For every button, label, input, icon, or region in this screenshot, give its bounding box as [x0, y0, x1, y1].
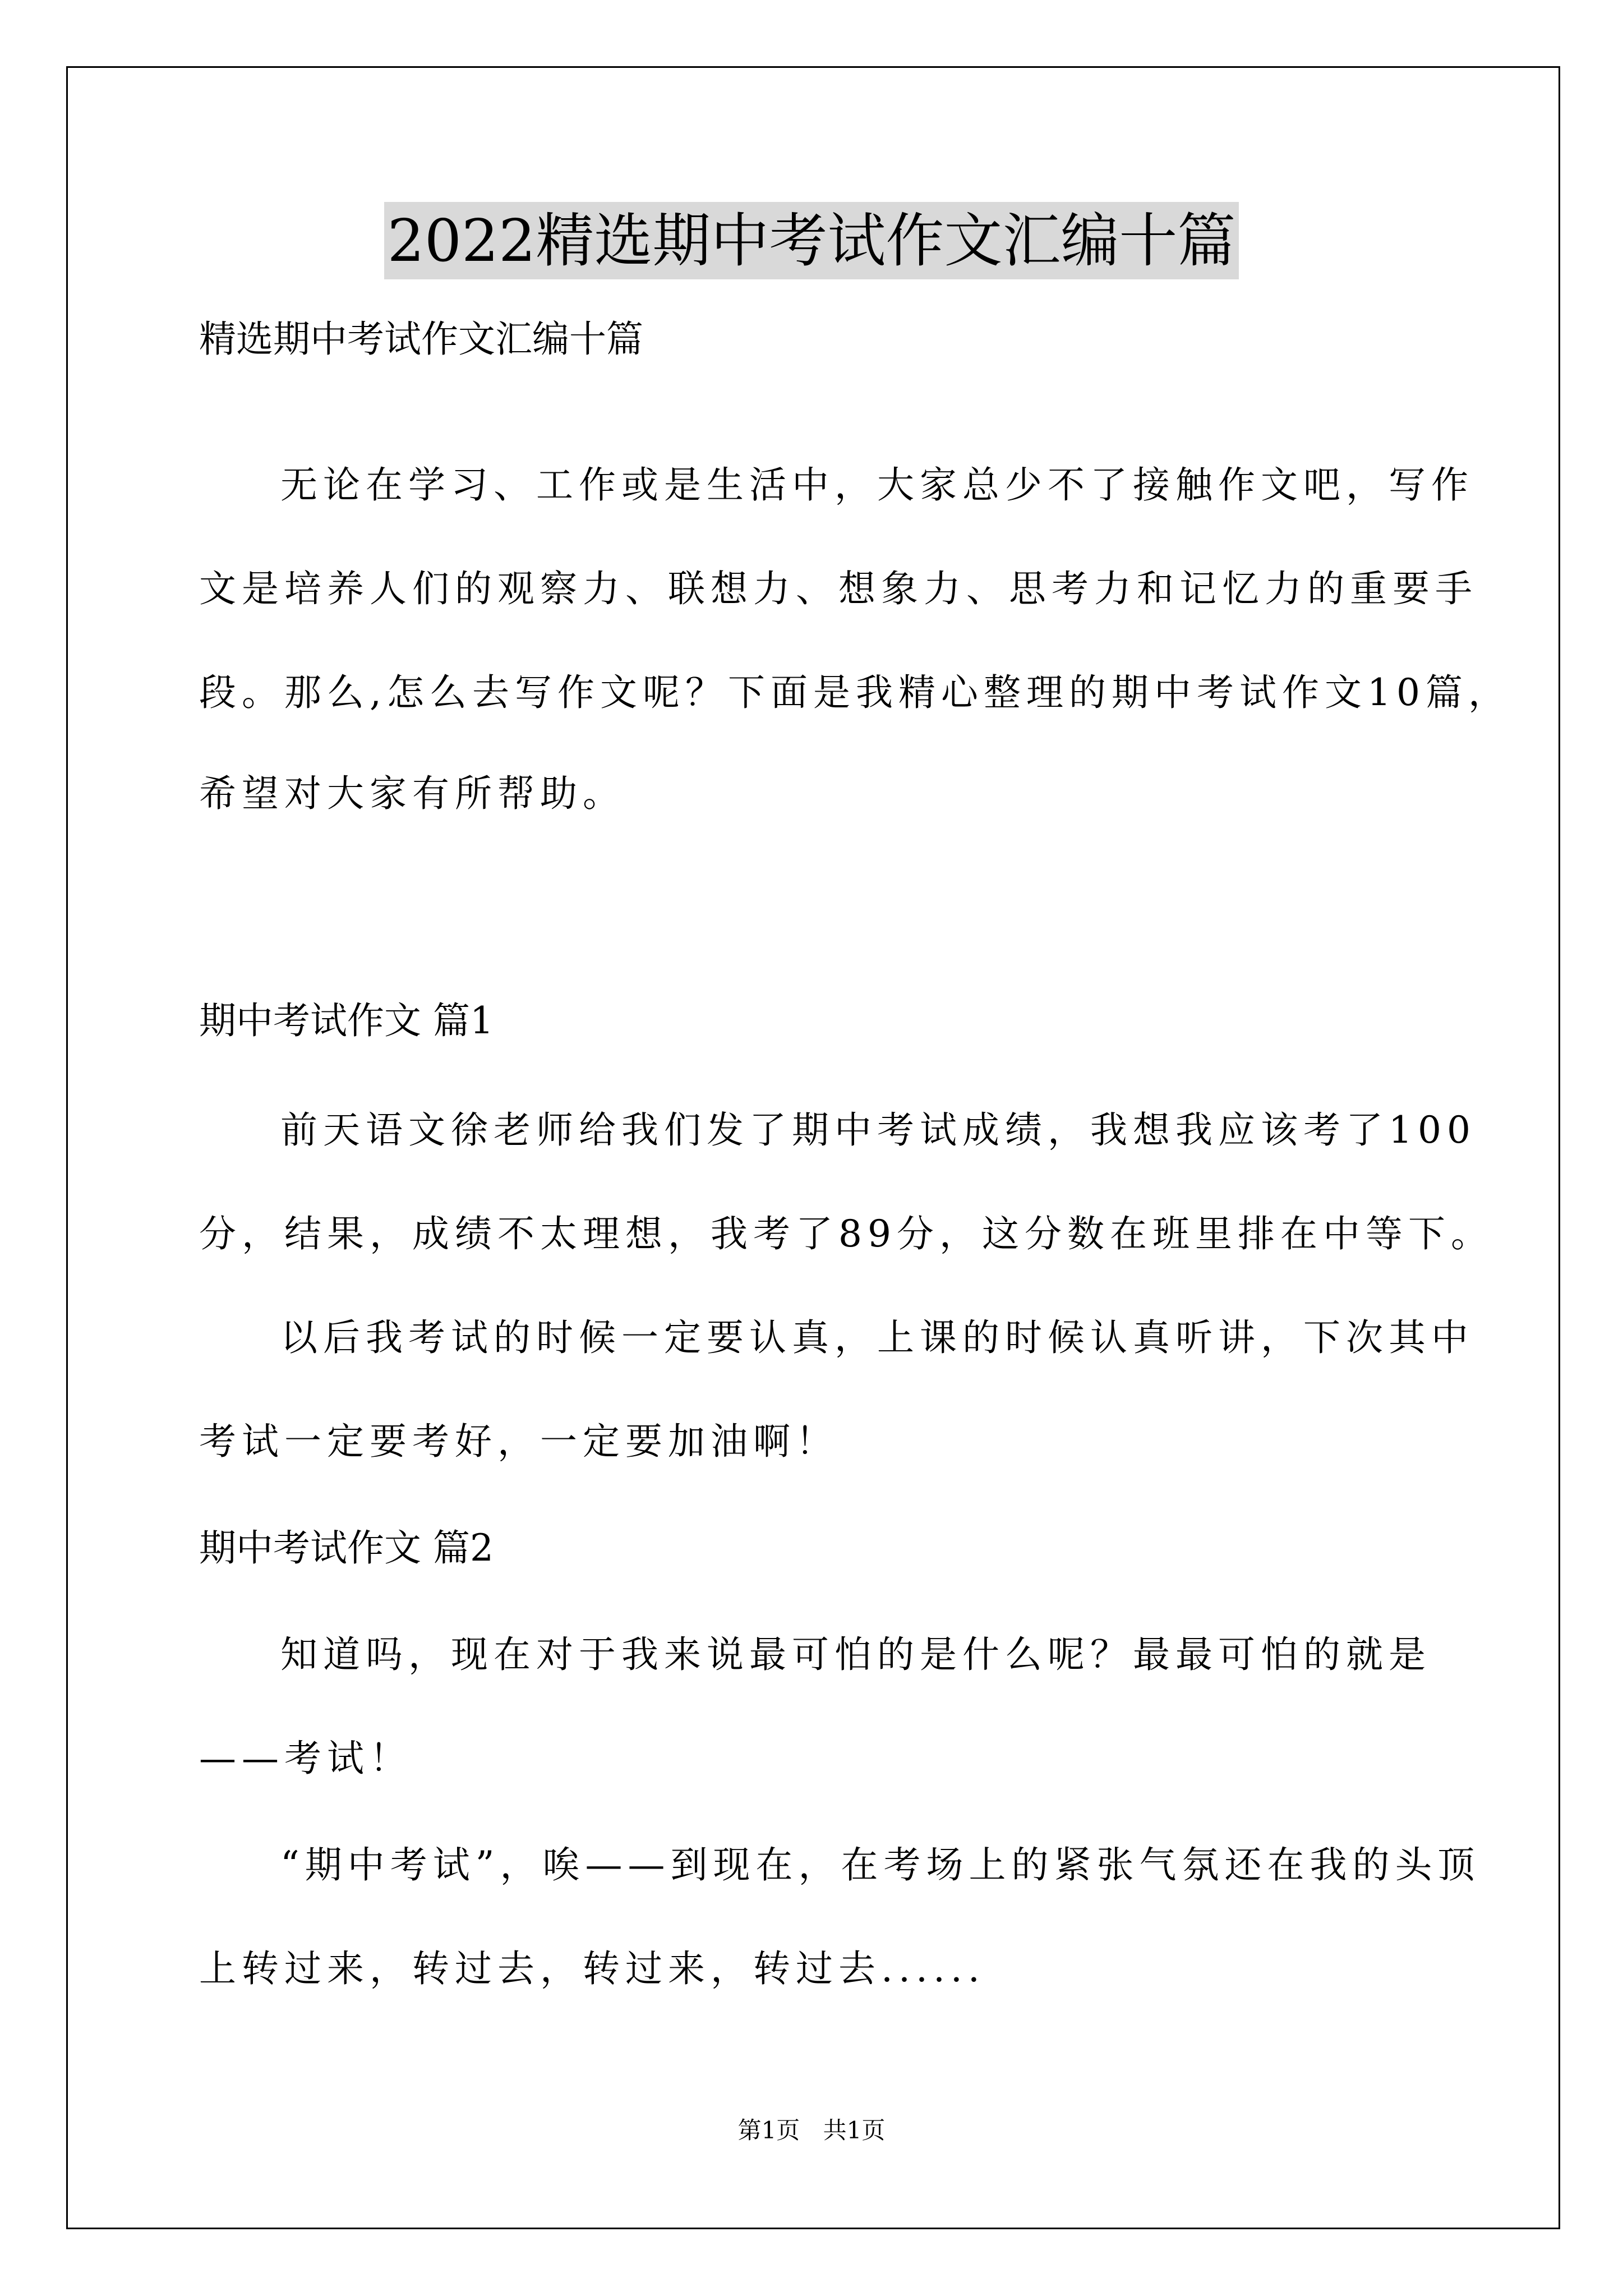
intro-line-2: 文是培养人们的观察力、联想力、想象力、思考力和记忆力的重要手 [199, 567, 1478, 610]
section-2-line-2: ——考试！ [199, 1737, 412, 1780]
section-1-line-4: 考试一定要考好，一定要加油啊！ [199, 1420, 838, 1463]
section-1-heading: 期中考试作文 篇1 [199, 999, 494, 1042]
section-2-line-1: 知道吗，现在对于我来说最可怕的是什么呢？最最可怕的就是 [280, 1633, 1431, 1676]
section-1-line-1: 前天语文徐老师给我们发了期中考试成绩，我想我应该考了100 [280, 1108, 1476, 1152]
page-footer [0, 2115, 1623, 2146]
section-2-line-3: “期中考试”，唉——到现在，在考场上的紧张气氛还在我的头顶 [280, 1843, 1481, 1887]
section-2-heading: 期中考试作文 篇2 [199, 1526, 494, 1570]
section-1-line-2: 分，结果，成绩不太理想，我考了89分，这分数在班里排在中等下。 [199, 1212, 1493, 1255]
section-2-line-4: 上转过来，转过去，转过来，转过去...... [199, 1947, 985, 1990]
title-wrap [0, 202, 1623, 279]
section-1-line-3: 以后我考试的时候一定要认真，上课的时候认真听讲，下次其中 [280, 1316, 1474, 1359]
intro-line-1: 无论在学习、工作或是生活中，大家总少不了接触作文吧，写作 [280, 463, 1474, 507]
intro-line-3: 段。那么,怎么去写作文呢？下面是我精心整理的期中考试作文10篇， [199, 671, 1511, 714]
document-title: 2022精选期中考试作文汇编十篇 [384, 202, 1239, 279]
intro-line-4: 希望对大家有所帮助。 [199, 772, 625, 815]
document-subtitle: 精选期中考试作文汇编十篇 [199, 318, 643, 361]
page-number: 第1页 [737, 2116, 800, 2144]
page-total: 共1页 [823, 2116, 886, 2144]
